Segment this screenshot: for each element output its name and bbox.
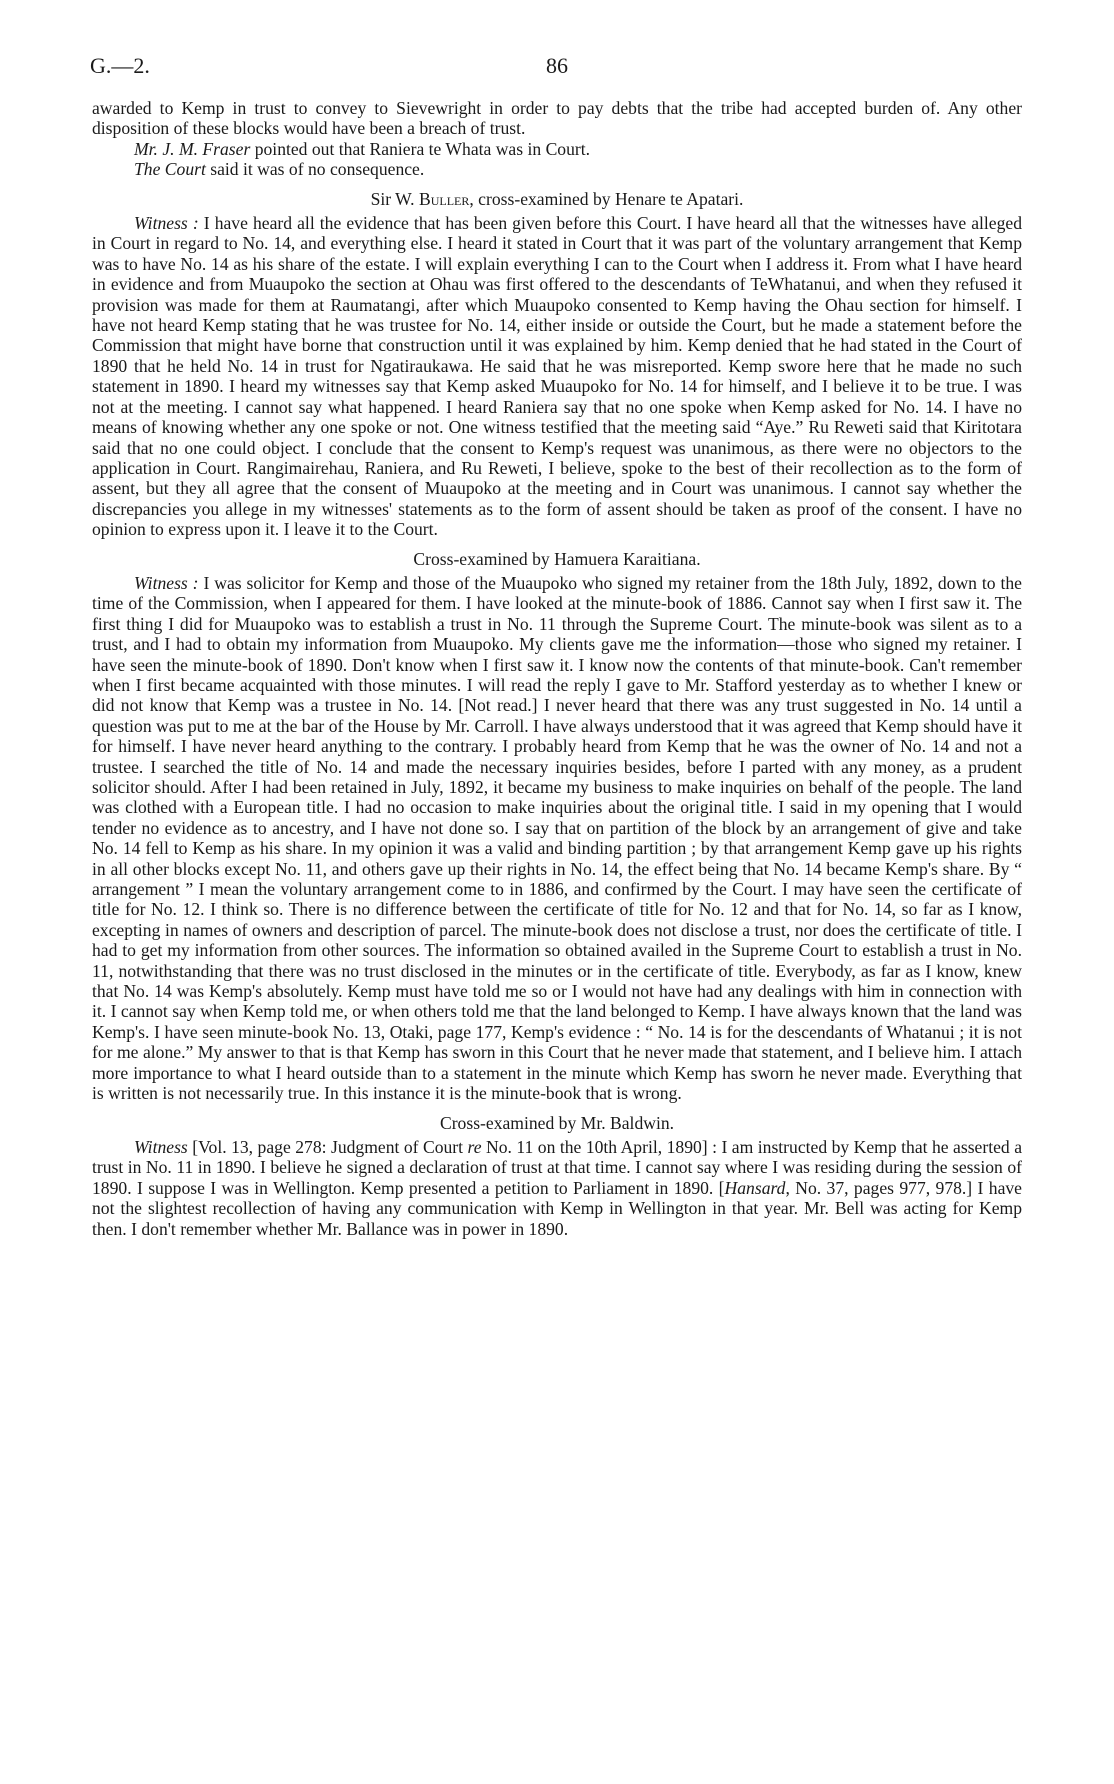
hansard-ref: Hansard (724, 1177, 786, 1198)
paragraph-court (92, 159, 1022, 179)
witness-label: Witness (134, 1136, 188, 1157)
heading-buller: Sir W. Buller, cross-examined by Henare te Apatari. (370, 188, 744, 209)
fraser-text: pointed out that Raniera te Whata was in Court. (250, 138, 591, 159)
document-reference: G.—2. (90, 53, 150, 78)
page-number: 86 (546, 53, 568, 78)
paragraph-fraser (92, 139, 1022, 159)
page-header (90, 53, 1022, 98)
testimony-baldwin: Witness [Vol. 13, page 278: Judgment of Court re No. 11 on the 10th April, 1890] : I am instructed by Kemp that he asserted a trust in No. 11 in 1890. I believe he signed a declaration of trust at that time. I cannot say where I was residing during the session of 1890. I suppose I was in Wellington. Kemp presented a petition to Parliament in 1890. [Hansard, No. 37, pages 977, 978.] I have not the slightest recollection of having any communication with Kemp in Wellington in that year. Mr. Bell was acting for Kemp then. I don't remember whether Mr. Ballance was in power in 1890. (92, 1136, 1023, 1239)
heading-baldwin: Cross-examined by Mr. Baldwin. (439, 1112, 675, 1133)
fraser-name: Mr. J. M. Fraser (134, 138, 251, 159)
court-text: said it was of no consequence. (205, 159, 425, 180)
heading-hamuera: Cross-examined by Hamuera Karaitiana. (413, 548, 701, 569)
re-word: re (467, 1136, 482, 1157)
testimony-text: I have heard all the evidence that has been given before this Court. I have heard all that the witnesses have alleged in Court in regard to No. 14, and everything else. I heard it stated in Court that it was part of the voluntary arrangement that Kemp was to have No. 14 as his share of the estate. I will explain everything I can to the Court when I address it. From what I have heard in evidence and from Muaupoko the section at Ohau was first offered to the descendants of TeWhatanui, and when they refused it provision was made for them at Raumatangi, after which Muaupoko consented to Kemp having the Ohau section for himself. I have not heard Kemp stating that he was trustee for No. 14, either inside or outside the Court, but he made a statement before the Commission that might have borne that construction until it was explained by him. Kemp denied that he had stated in the Court of 1890 that he held No. 14 in trust for Ngatiraukawa. He said that he was misreported. Kemp swore here that he made no such statement in 1890. I heard my witnesses say that Kemp asked Muaupoko for No. 14 for himself, and I believe it to be true. I was not at the meeting. I cannot say what happened. I heard Raniera say that no one spoke when Kemp asked for No. 14. I have no means of knowing whether any one spoke or not. One witness testified that the meeting said “Aye.” Ru Reweti said that Kiritotara said that no one could object. I conclude that the consent to Kemp's request was unanimous, as there were no objectors to the application in Court. Rangimairehau, Raniera, and Ru Reweti, I believe, spoke to the best of their recollection as to the form of assent, but they all agree that the consent of Muaupoko at the meeting and in Court was unanimous. I cannot say whether the discrepancies you allege in my witnesses' statements as to the form of assent should be taken as proof of the consent. I have no opinion to express upon it. I leave it to the Court. (92, 213, 1022, 540)
witness-label: Witness : (134, 213, 199, 234)
testimony-hamuera (92, 573, 1022, 1104)
paragraph-awarded: awarded to Kemp in trust to convey to Sievewright in order to pay debts that the tribe had accepted burden of. Any other disposition of these blocks would have been a breach of trust. (92, 98, 1022, 139)
testimony-buller (92, 213, 1022, 540)
court-name: The Court (134, 159, 206, 180)
testimony-text: I was solicitor for Kemp and those of the Muaupoko who signed my retainer from the 18th July, 1892, down to the time of the Commission, when I appeared for them. I have looked at the minute-book of 1886. Cannot say when I first saw it. The first thing I did for Muaupoko was to establish a trust in No. 11 through the Supreme Court. The minute-book was silent as to a trust, and I had to obtain my information from Muaupoko. My clients gave me the information—those who signed my retainer. I have seen the minute-book of 1890. Don't know when I first saw it. I know now the contents of that minute-book. Can't remember when I first became acquainted with those minutes. I will read the reply I gave to Mr. Stafford yesterday as to whether I knew or did not know that Kemp was a trustee in No. 14. [Not read.] I never heard that there was any trust suggested in No. 14 until a question was put to me at the bar of the House by Mr. Carroll. I have always understood that it was agreed that Kemp should have it for himself. I have never heard anything to the contrary. I probably heard from Kemp that he was the owner of No. 14 and not a trustee. I searched the title of No. 14 and made the necessary inquiries besides, before I parted with any money, as a prudent solicitor should. After I had been retained in July, 1892, it became my business to make inquiries on behalf of the people. The land was clothed with a European title. I had no occasion to make inquiries about the original title. I said in my opening that I would tender no evidence as to ancestry, and I have not done so. I say that on partition of the block by an arrangement of give and take No. 14 fell to Kemp as his share. In my opinion it was a valid and binding partition ; by that arrangement Kemp gave up his rights in all other blocks except No. 11, and others gave up their rights in No. 14, the effect being that No. 14 became Kemp's share. By “ arrangement ” I mean the voluntary arrangement come to in 1886, and confirmed by the Court. I may have seen the certificate of title for No. 12. I think so. There is no difference between the certificate of title for No. 12 and that for No. 14, so far as I know, excepting in names of owners and description of parcel. The minute-book does not disclose a trust, nor does the certificate of title. I had to get my information from other sources. The information so obtained availed in the Supreme Court to establish a trust in No. 11, notwithstanding that there was no trust disclosed in the minutes or in the certificate of title. Everybody, as far as I know, knew that No. 14 was Kemp's absolutely. Kemp must have told me so or I would not have had any dealings with him in connection with it. I cannot say when Kemp told me, or when others told me that the land belonged to Kemp. I have always known that the land was Kemp's. I have seen minute-book No. 13, Otaki, page 177, Kemp's evidence : “ No. 14 is for the descendants of Whatanui ; it is not for me alone.” My answer to that is that Kemp has sworn in this Court that he never made that statement, and I believe him. I attach more importance to what I heard outside than to a statement in the minute which Kemp has sworn he never made. Everything that is written is not necessarily true. In this instance it is the minute-book that is wrong. (92, 572, 1022, 1104)
witness-label: Witness : (134, 572, 199, 593)
buller-name: Buller (418, 188, 470, 209)
